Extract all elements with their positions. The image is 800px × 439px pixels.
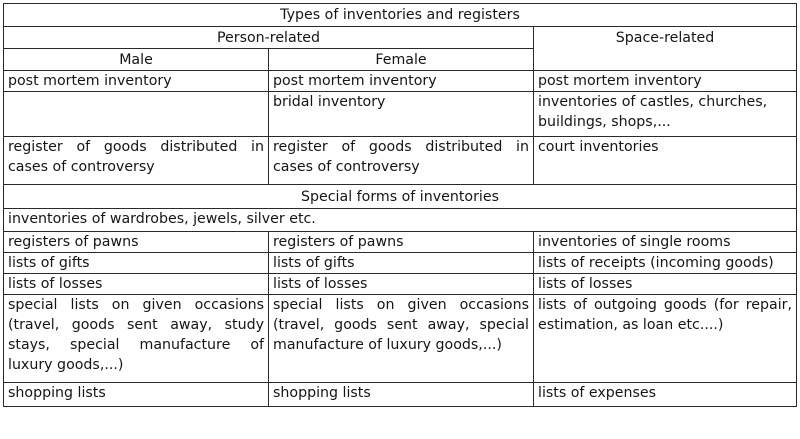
group-header-person: Person-related: [4, 27, 534, 49]
column-header-female: Female: [269, 49, 534, 71]
table-cell: special lists on given occasions (travel, goods sent away, special manufacture of luxury goods,...): [269, 295, 534, 383]
table-cell: register of goods distributed in cases of controversy: [269, 137, 534, 185]
table-cell: shopping lists: [269, 383, 534, 407]
table-cell: lists of receipts (incoming goods): [534, 253, 797, 274]
table-title: Types of inventories and registers: [4, 4, 797, 27]
table-row: [4, 232, 797, 253]
table-cell: court inventories: [534, 137, 797, 185]
section-header-special-forms: Special forms of inventories: [4, 185, 797, 209]
table-row: [4, 71, 797, 92]
table-row: [4, 274, 797, 295]
column-header-male: Male: [4, 49, 269, 71]
table-cell: lists of gifts: [4, 253, 269, 274]
table-cell: shopping lists: [4, 383, 269, 407]
table-cell: lists of outgoing goods (for repair, estimation, as loan etc....): [534, 295, 797, 383]
table-row: [4, 383, 797, 407]
table-cell: [4, 92, 269, 137]
table-cell: bridal inventory: [269, 92, 534, 137]
table-cell: registers of pawns: [4, 232, 269, 253]
special-forms-row: inventories of wardrobes, jewels, silver etc.: [4, 209, 797, 232]
table-cell: lists of losses: [534, 274, 797, 295]
table-cell: lists of losses: [4, 274, 269, 295]
table-cell: inventories of castles, churches, buildings, shops,...: [534, 92, 797, 137]
table-cell: post mortem inventory: [534, 71, 797, 92]
table-row: [4, 253, 797, 274]
inventory-types-table: [3, 3, 797, 407]
table-cell: special lists on given occasions (travel, goods sent away, study stays, special manufacture of luxury goods,...): [4, 295, 269, 383]
table-cell: post mortem inventory: [4, 71, 269, 92]
table-cell: lists of losses: [269, 274, 534, 295]
table-row: [4, 92, 797, 137]
table-cell: inventories of single rooms: [534, 232, 797, 253]
table-cell: post mortem inventory: [269, 71, 534, 92]
table-cell: registers of pawns: [269, 232, 534, 253]
table-cell: register of goods distributed in cases of controversy: [4, 137, 269, 185]
table-cell: lists of gifts: [269, 253, 534, 274]
table-cell: lists of expenses: [534, 383, 797, 407]
table-row: [4, 137, 797, 185]
group-header-space: Space-related: [534, 27, 797, 71]
table-row: [4, 295, 797, 383]
